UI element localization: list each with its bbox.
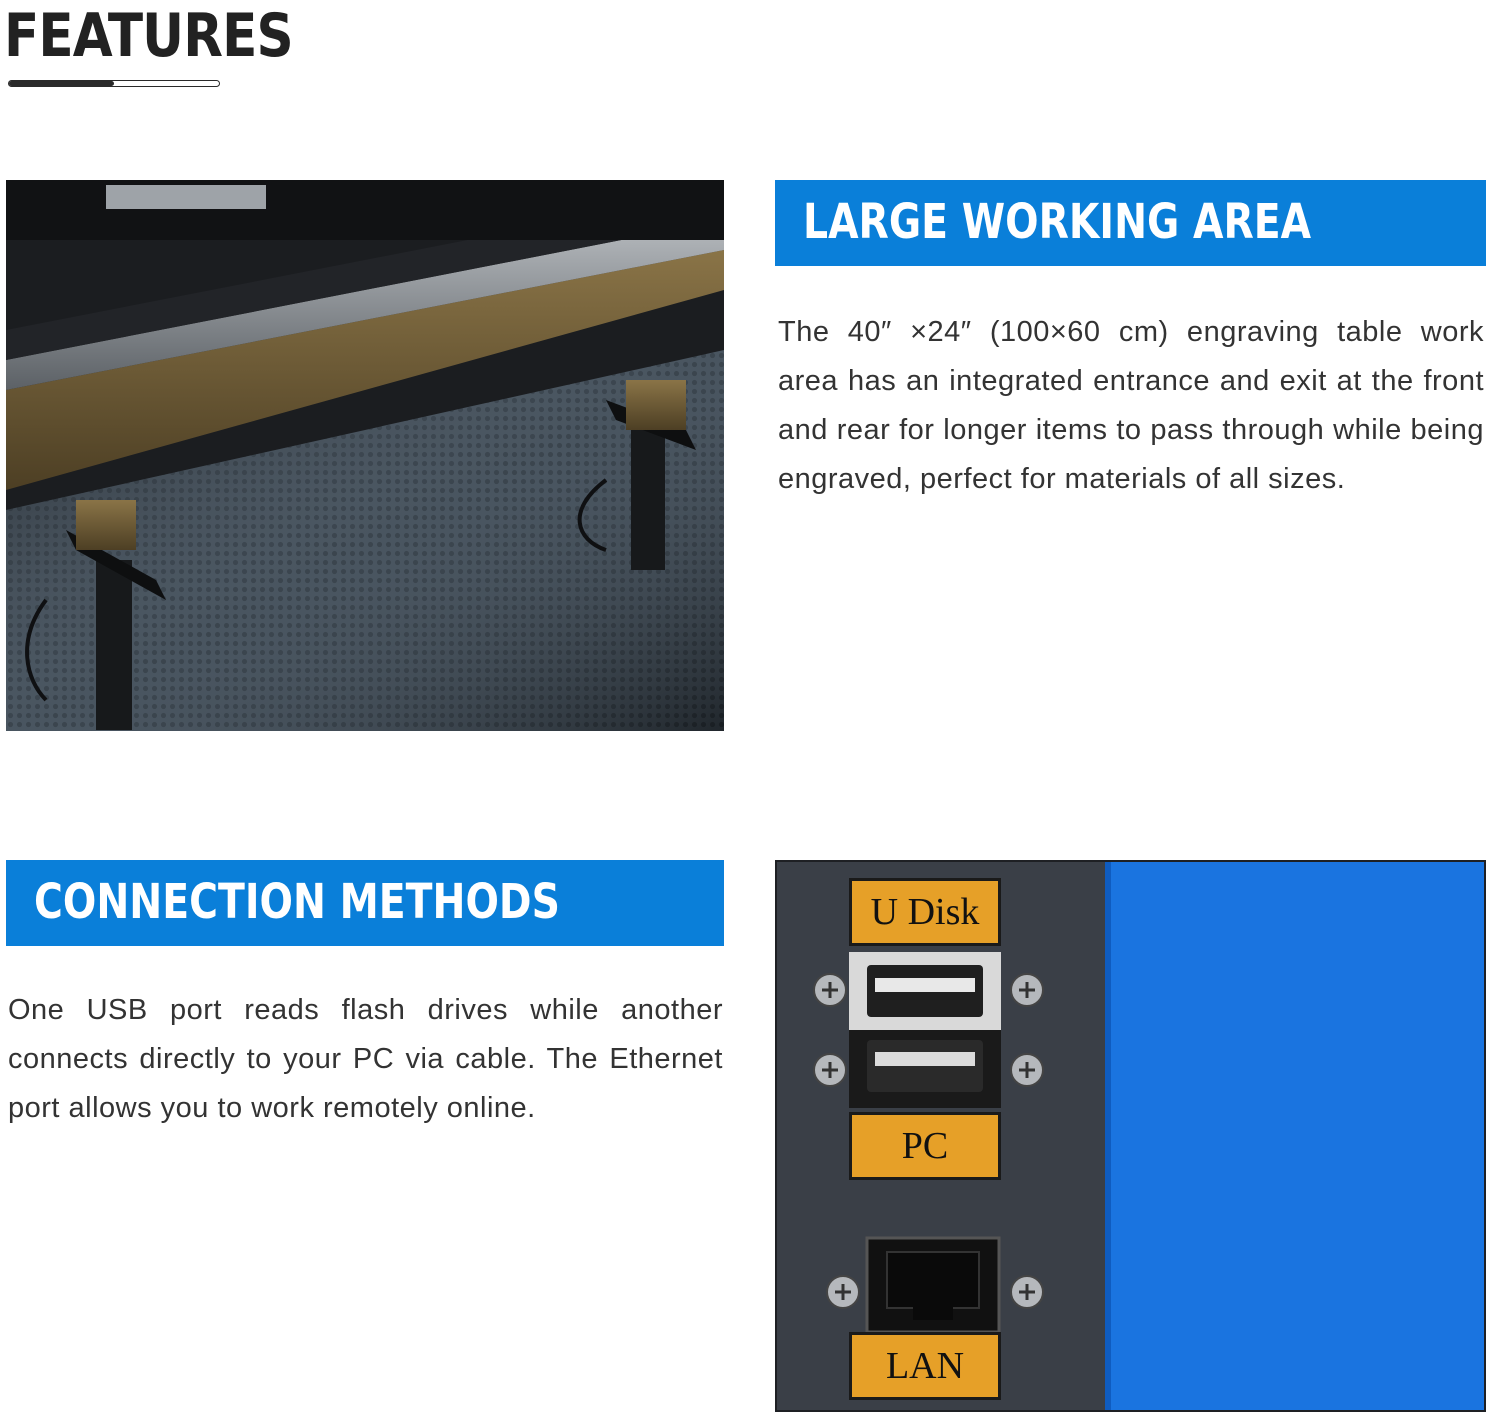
title-underline	[8, 80, 220, 87]
title-underline-fill	[9, 81, 114, 86]
page-title: FEATURES	[4, 1, 293, 71]
udisk-label: U Disk	[849, 878, 1001, 946]
pc-label: PC	[849, 1112, 1001, 1180]
connection-description: One USB port reads flash drives while another connects directly to your PC via cable. The Ethernet port allows you to work remotely online.	[8, 994, 723, 1124]
working-area-heading: LARGE WORKING AREA	[803, 194, 1312, 250]
ports-panel-photo	[775, 860, 1486, 1412]
engraving-bed-photo	[6, 180, 724, 731]
lan-label: LAN	[849, 1332, 1001, 1400]
connection-banner	[6, 860, 724, 946]
working-area-description: The 40″ ×24″ (100×60 cm) engraving table work area has an integrated entrance and exit at the front and rear for longer items to pass through while being engraved, perfect for materials of all sizes.	[778, 316, 1484, 495]
connection-heading: CONNECTION METHODS	[34, 874, 560, 930]
working-area-banner	[775, 180, 1486, 266]
